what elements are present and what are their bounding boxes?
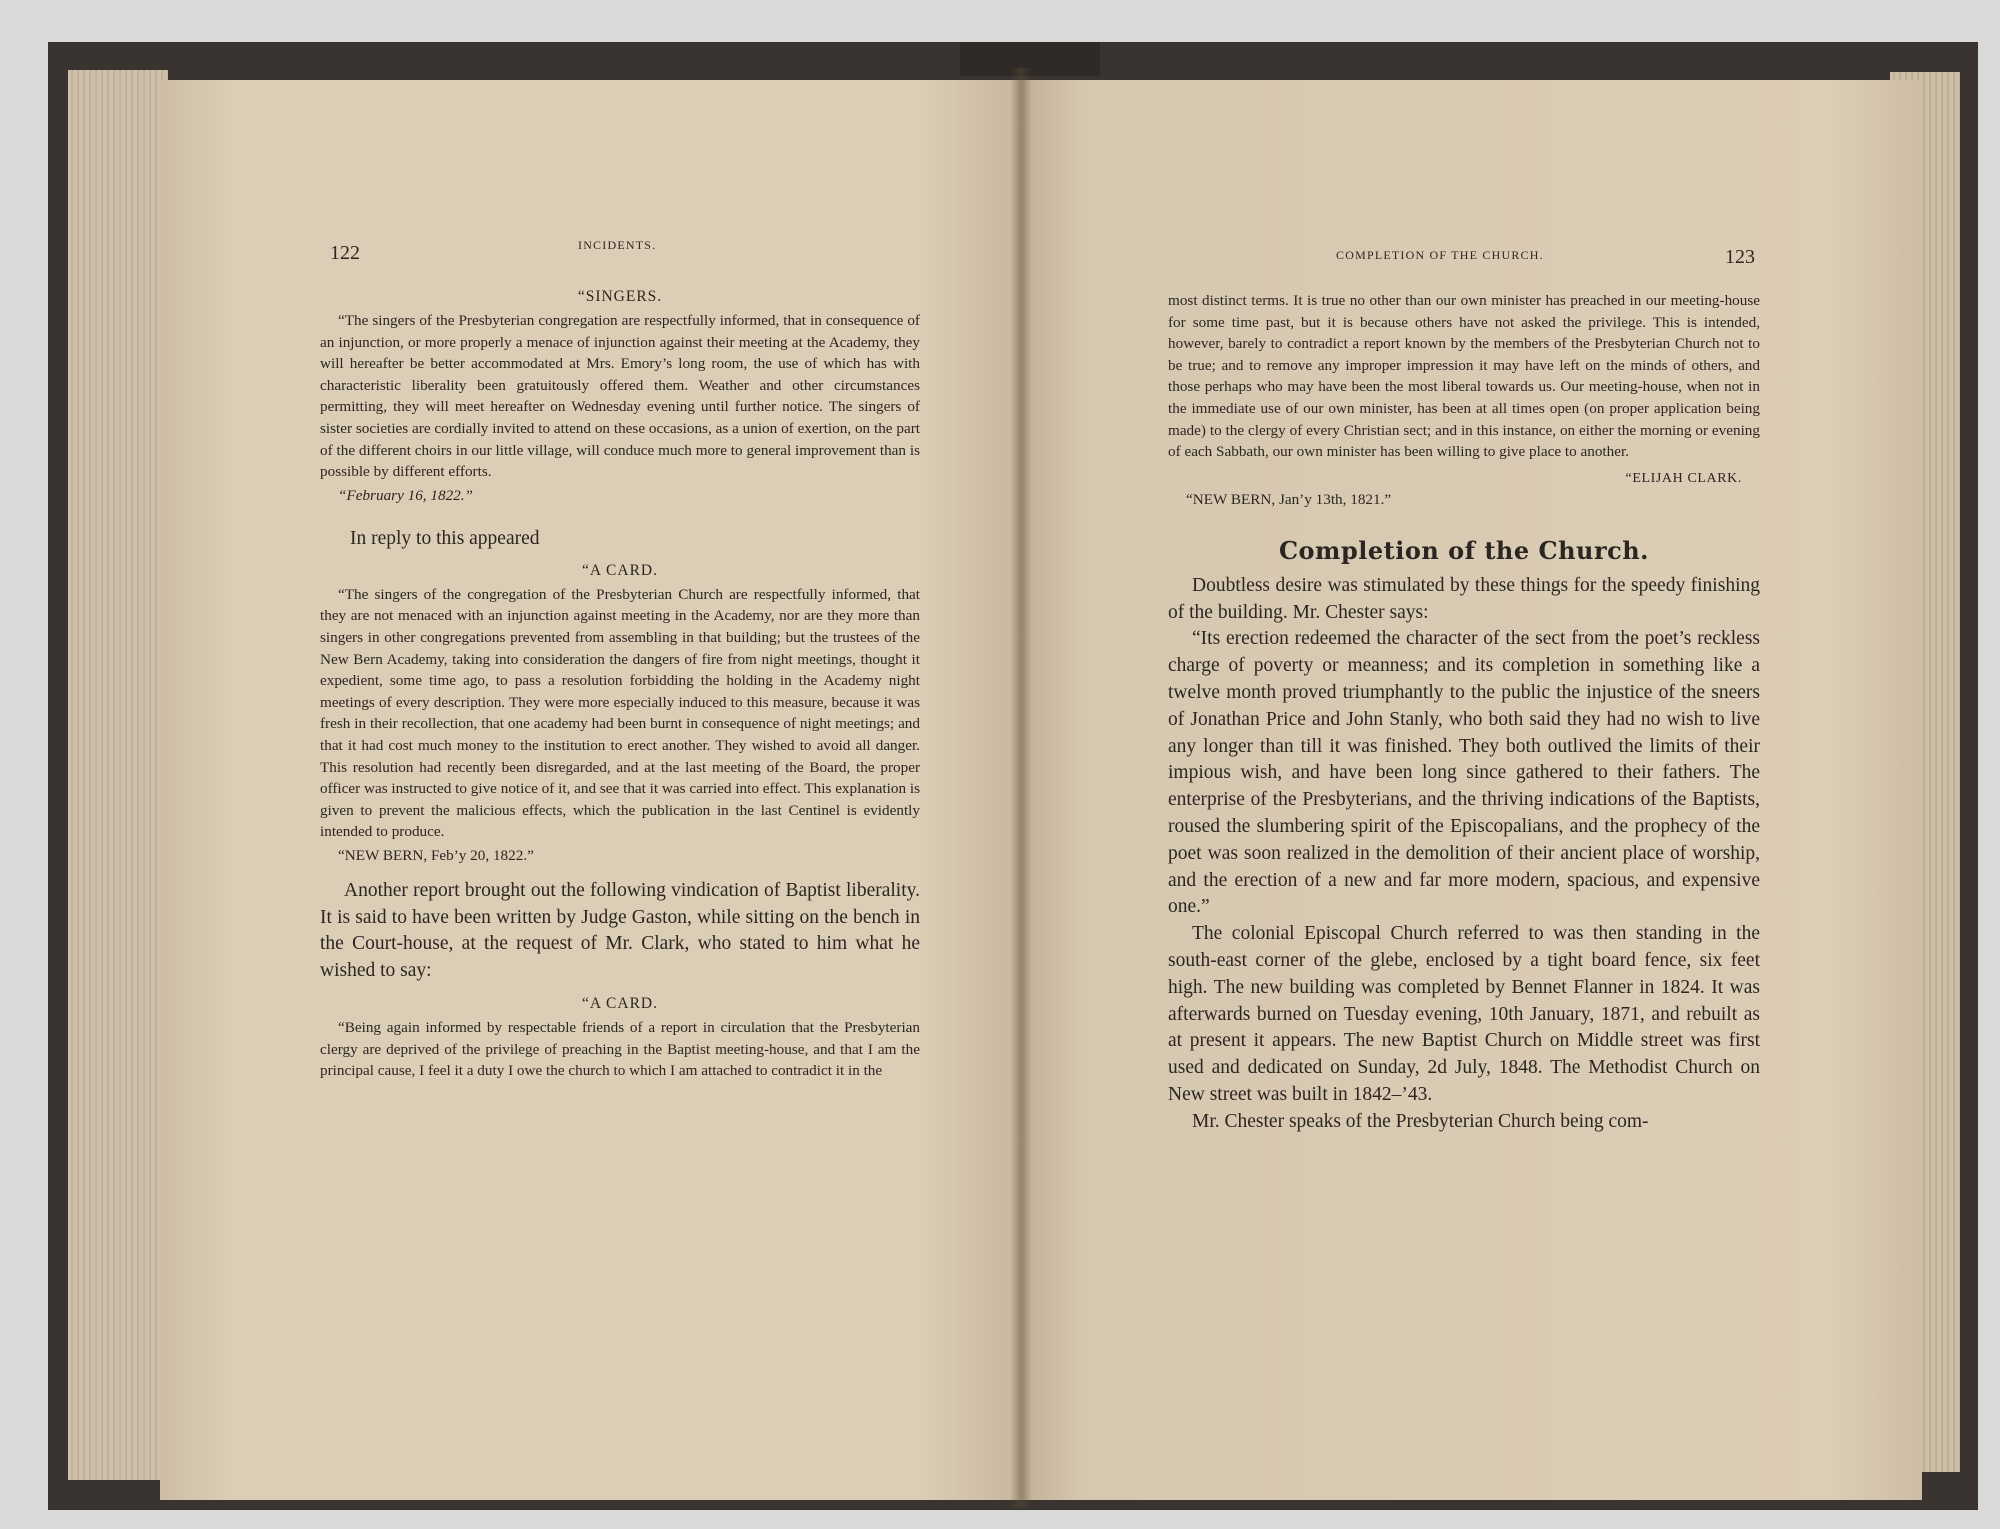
running-head-right: COMPLETION OF THE CHURCH. [1336, 248, 1544, 262]
right-page-text [1168, 290, 1760, 1135]
card-date-1: “NEW BERN, Feb’y 20, 1822.” [338, 846, 534, 864]
card-body-1: “The singers of the congregation of the Presbyterian Church are respectfully informed, that they are not menaced with an injunction against meeting in the Academy, nor are they more than singers in other congregations prevented from assembling in that building; but the trustees of the New Bern Academy, taking into consideration the dangers of fire from night meetings, thought it expedient, some time ago, to pass a resolution forbidding the holding in the Academy night meetings of every description. They were more especially induced to this measure, because it was fresh in their recollection, that one academy had been burnt in consequence of night meetings; and that it had cost much money to the institution to erect another. They wished to avoid all danger. This resolution had recently been disregarded, and at the last meeting of the Board, the proper officer was instructed to give notice of it, and see that it was carried into effect. This explanation is given to prevent the malicious effects, which the publication in the last Centinel is evidently intended to produce. [320, 585, 920, 841]
signature-elijah-clark: “ELIJAH CLARK. [1625, 470, 1742, 486]
card-date-right: “NEW BERN, Jan’y 13th, 1821.” [1186, 490, 1392, 508]
paragraph-episcopal-church: The colonial Episcopal Church referred to was then standing in the south-east corner of the glebe, enclosed by a tight board fence, six feet high. The new building was completed by Bennet Flanner in 1824. It was afterwards burned on Tuesday evening, 10th January, 1871, and rebuilt as at present it appears. The new Baptist Church on Middle street was first used and dedicated on Sunday, 2d July, 1848. The Methodist Church on New street was built in 1842–’43. [1168, 923, 1760, 1105]
section-title: Completion of the Church. [1278, 535, 1650, 565]
left-page-text [320, 286, 920, 1082]
singers-notice: “The singers of the Presbyterian congregation are respectfully informed, that in consequence of an injunction, or more properly a menace of injunction against their meeting at the Academy, they will hereafter be better accommodated at Mrs. Emory’s long room, the use of which has with characteristic liberality been gratuitously offered them. Weather and other circumstances permitting, they will meet hereafter on Wednesday evening until further notice. The singers of sister societies are cordially invited to attend on these occasions, as a union of exertion, on the part of the different choirs in our little village, will conduce much more to general improvement than is possible by different efforts. [320, 312, 920, 481]
singers-date: “February 16, 1822.” [338, 486, 474, 504]
singers-heading: “SINGERS. [577, 288, 663, 305]
reply-line: In reply to this appeared [350, 527, 540, 549]
card-heading-2: “A CARD. [581, 995, 659, 1013]
paragraph-doubtless: Doubtless desire was stimulated by these things for the speedy finishing of the building. Mr. Chester says: [1168, 574, 1760, 623]
book-gutter [1010, 68, 1032, 1508]
card-body-2: “Being again informed by respectable friends of a report in circulation that the Presbyterian clergy are deprived of the privilege of preaching in the Baptist meeting-house, and that I am the principal cause, I feel it a duty I owe the church to which I am attached to contradict it in the [320, 1019, 920, 1080]
page-number-right: 123 [1725, 246, 1755, 268]
page-number-left: 122 [330, 242, 360, 264]
card-heading-1: “A CARD. [581, 561, 659, 579]
running-head-left: INCIDENTS. [578, 238, 657, 252]
card-continued: most distinct terms. It is true no other than our own minister has preached in our meeting-house for some time past, but it is because others have not asked the privilege. This is intended, however, barely to contradict a report known by the members of the Presbyterian Church not to be true; and to remove any improper impression it may have left on the minds of others, and those perhaps who may have been the most liberal towards us. Our meeting-house, when not in the immediate use of our own minister, has been at all times open (on proper application being made) to the clergy of every Christian sect; and in this instance, on either the morning or evening of each Sabbath, our own minister has been willing to give place to another. [1168, 292, 1760, 461]
another-report-paragraph: Another report brought out the following vindication of Baptist liberality. It is said to have been written by Judge Gaston, while sitting on the bench in the Court-house, at the request of Mr. Clark, who stated to him what he wished to say: [320, 879, 920, 982]
paragraph-chester-speaks: Mr. Chester speaks of the Presbyterian Church being com- [1192, 1110, 1649, 1132]
chester-quote: “Its erection redeemed the character of the sect from the poet’s reckless charge of poverty or meanness; and its completion in something like a twelve month proved triumphantly to the public the injustice of the sneers of Jonathan Price and John Stanly, who both said they had no wish to live any longer than till it was finished. They both outlived the limits of their impious wish, and have been long since gathered to their fathers. The enterprise of the Presbyterians, and the thriving indications of the Baptists, roused the slumbering spirit of the Episcopalians, and the prophecy of the poet was soon realized in the demolition of their ancient place of worship, and the erection of a new and far more modern, spacious, and expensive one.” [1168, 628, 1760, 918]
page-edges-left [68, 70, 168, 1480]
